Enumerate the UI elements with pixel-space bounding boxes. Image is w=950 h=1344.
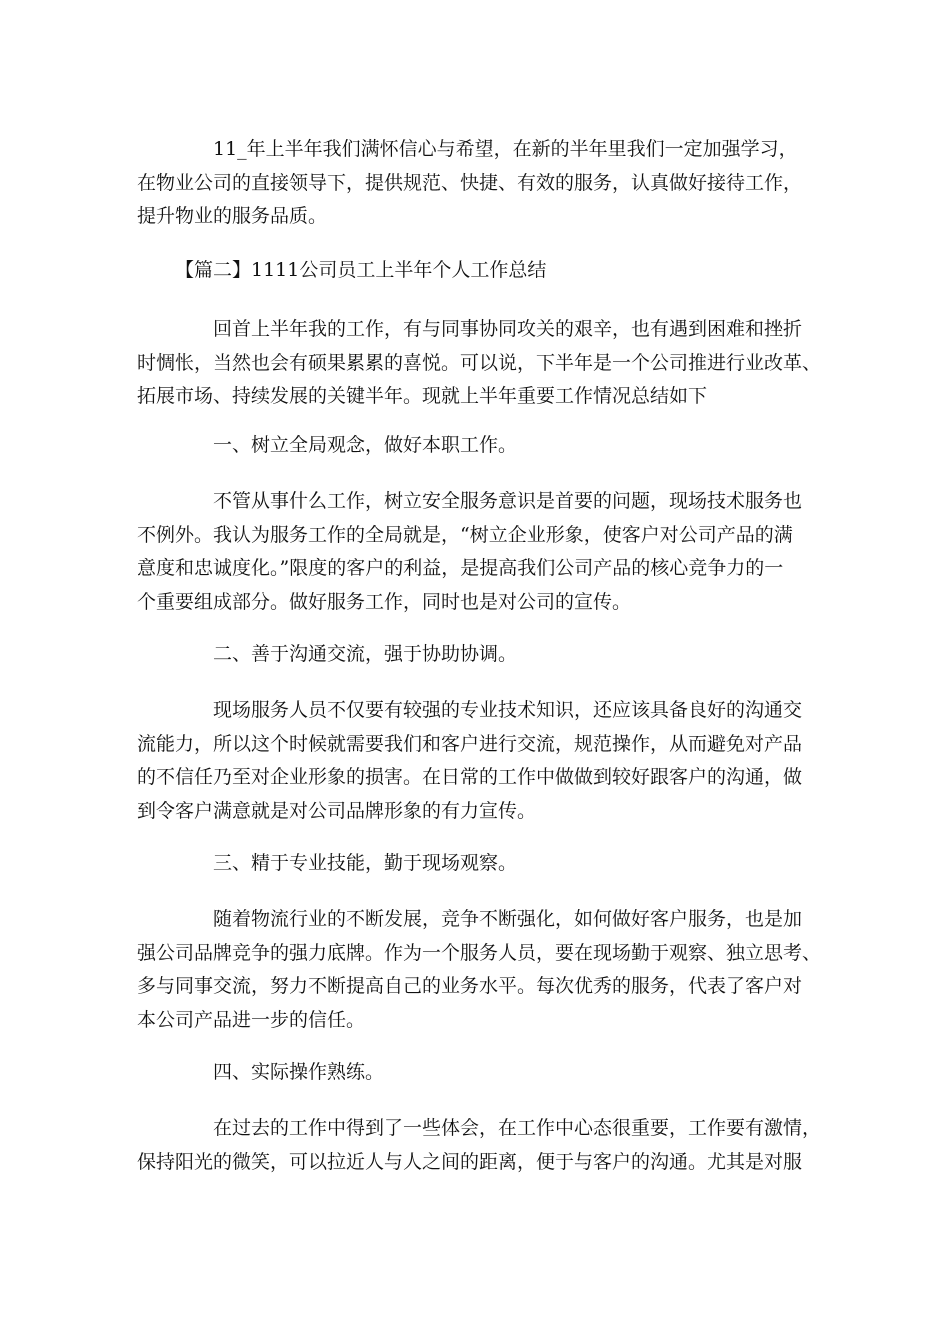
section-title: 【篇二】1111公司员工上半年个人工作总结: [175, 259, 547, 281]
intro-paragraph: [137, 313, 827, 414]
text-line: 时惆怅，当然也会有硕果累累的喜悦。可以说，下半年是一个公司推进行业改革、: [137, 351, 822, 374]
text-line: 个重要组成部分。做好服务工作，同时也是对公司的宣传。: [137, 590, 632, 613]
point-heading-1: 一、树立全局观念，做好本职工作。: [213, 434, 518, 456]
text-line: 在过去的工作中得到了一些体会，在工作中心态很重要，工作要有激情，: [213, 1117, 822, 1139]
point-body-1: [137, 485, 827, 619]
text-line: 到令客户满意就是对公司品牌形象的有力宣传。: [137, 799, 537, 822]
text-line: 不管从事什么工作，树立安全服务意识是首要的问题，现场技术服务也: [213, 490, 803, 512]
text-line: 在物业公司的直接领导下，提供规范、快捷、有效的服务，认真做好接待工作，: [137, 171, 803, 194]
opening-paragraph: [137, 133, 827, 234]
text-line: 回首上半年我的工作，有与同事协同攻关的艰辛，也有遇到困难和挫折: [213, 318, 803, 340]
text-line: 现场服务人员不仅要有较强的专业技术知识，还应该具备良好的沟通交: [213, 699, 803, 721]
text-line: 的不信任乃至对企业形象的损害。在日常的工作中做做到较好跟客户的沟通，做: [137, 766, 803, 788]
point-body-4: [137, 1112, 827, 1179]
text-line: 不例外。我认为服务工作的全局就是，“树立企业形象，使客户对公司产品的满: [137, 523, 793, 546]
text-line: 意度和忠诚度化。”限度的客户的利益，是提高我们公司产品的核心竞争力的一: [137, 557, 784, 579]
point-heading-4: 四、实际操作熟练。: [213, 1061, 385, 1083]
point-heading-3: 三、精于专业技能，勤于现场观察。: [213, 852, 518, 874]
text-line: 本公司产品进一步的信任。: [137, 1008, 366, 1031]
text-line: 拓展市场、持续发展的关键半年。现就上半年重要工作情况总结如下: [137, 385, 708, 407]
text-line: 随着物流行业的不断发展，竞争不断强化，如何做好客户服务，也是加: [213, 908, 803, 930]
point-body-2: [137, 694, 827, 828]
point-body-3: [137, 903, 827, 1037]
text-line: 流能力，所以这个时候就需要我们和客户进行交流，规范操作，从而避免对产品: [137, 732, 803, 755]
text-line: 11_年上半年我们满怀信心与希望，在新的半年里我们一定加强学习，: [213, 138, 798, 160]
text-line: 强公司品牌竞争的强力底牌。作为一个服务人员，要在现场勤于观察、独立思考、: [137, 941, 822, 964]
text-line: 多与同事交流，努力不断提高自己的业务水平。每次优秀的服务，代表了客户对: [137, 975, 803, 997]
text-line: 保持阳光的微笑，可以拉近人与人之间的距离，便于与客户的沟通。尤其是对服: [137, 1150, 803, 1173]
point-heading-2: 二、善于沟通交流，强于协助协调。: [213, 643, 518, 665]
text-line: 提升物业的服务品质。: [137, 205, 328, 227]
